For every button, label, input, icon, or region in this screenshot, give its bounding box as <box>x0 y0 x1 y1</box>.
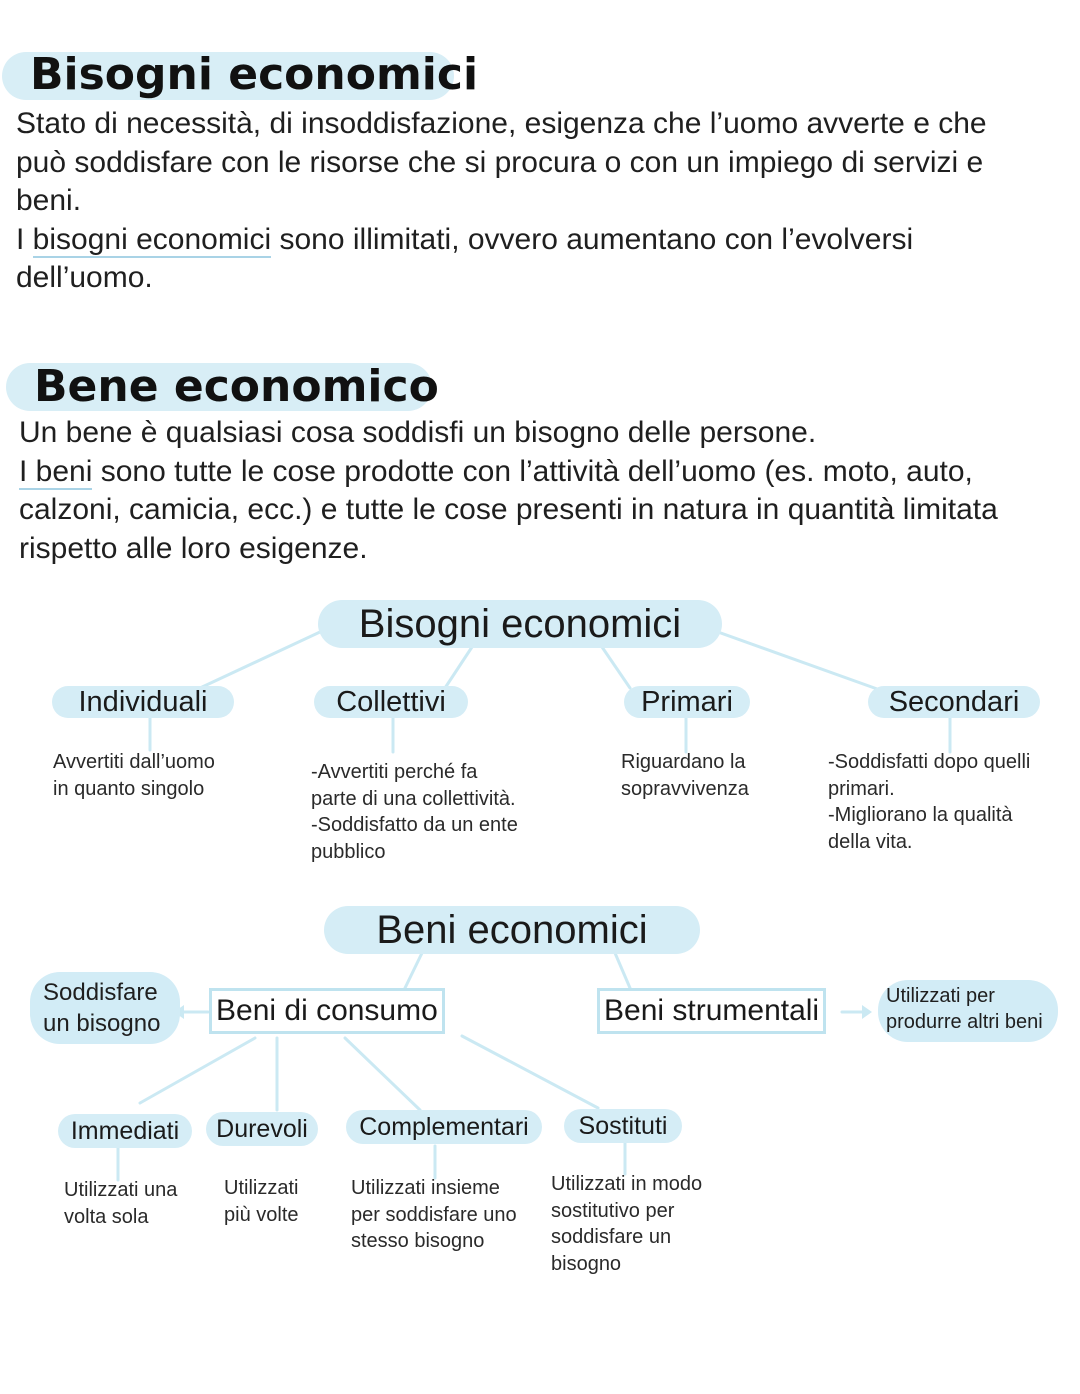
section-title-bene: Bene economico <box>34 361 439 412</box>
connector-consumo-immediati <box>140 1038 255 1103</box>
section-bene-body <box>19 414 1029 568</box>
desc-durevoli: Utilizzati più volte <box>224 1177 299 1226</box>
paragraph-bene-definition: Un bene è qualsiasi cosa soddisfi un bisogno delle persone. <box>19 416 817 449</box>
map-root-beni: Beni economici <box>324 906 700 954</box>
node-immediati: Immediati <box>58 1114 192 1148</box>
desc-complementari: Utilizzati insieme per soddisfare uno stesso bisogno <box>351 1177 517 1252</box>
note-soddisfare-bisogno: Soddisfare un bisogno <box>43 979 161 1037</box>
paragraph-illimitati: I bisogni economici sono illimitati, ovvero aumentano con l’evolversi dell’uomo. <box>16 222 914 294</box>
node-complementari: Complementari <box>346 1110 542 1144</box>
desc-primari: Riguardano la sopravvivenza <box>621 751 749 800</box>
connector-consumo-complementari <box>345 1038 420 1110</box>
note-produrre-beni: Utilizzati per produrre altri beni <box>886 985 1043 1033</box>
section-bisogni-body <box>16 105 1026 298</box>
arrow-head-strumentali-note <box>862 1005 872 1019</box>
node-individuali: Individuali <box>52 686 234 718</box>
node-primari: Primari <box>624 686 750 718</box>
node-durevoli: Durevoli <box>206 1112 318 1146</box>
paragraph-beni: I beni sono tutte le cose prodotte con l’attività dell’uomo (es. moto, auto, calzoni, camicia, ecc.) e tutte le cose presenti in natura in quantità limitata rispetto alle loro esigenze. <box>19 454 998 565</box>
connector-root-individuali <box>200 632 320 688</box>
desc-individuali: Avvertiti dall’uomo in quanto singolo <box>53 751 215 800</box>
underlined-term: I beni <box>19 454 93 488</box>
box-beni-strumentali: Beni strumentali <box>597 988 826 1034</box>
connector-root-primari <box>602 647 630 688</box>
connector-root-collettivi <box>445 647 472 688</box>
connector-beni-strumentali <box>615 953 630 988</box>
section-title-bisogni: Bisogni economici <box>30 49 479 100</box>
paragraph-definition: Stato di necessità, di insoddisfazione, esigenza che l’uomo avverte e che può soddisfare con le risorse che si procura o con un impiego di servizi e beni. <box>16 107 987 217</box>
box-beni-consumo: Beni di consumo <box>209 988 445 1034</box>
connector-consumo-sostituti <box>462 1036 598 1108</box>
connector-root-secondari <box>718 632 880 690</box>
connector-beni-consumo <box>405 953 422 988</box>
node-sostituti: Sostituti <box>564 1109 682 1143</box>
underlined-term: bisogni economici <box>32 222 272 256</box>
desc-secondari: -Soddisfatti dopo quelli primari. -Migliorano la qualità della vita. <box>828 751 1031 853</box>
node-collettivi: Collettivi <box>314 686 468 718</box>
map-root-bisogni: Bisogni economici <box>318 600 722 648</box>
desc-sostituti: Utilizzati in modo sostitutivo per soddisfare un bisogno <box>551 1173 703 1275</box>
desc-immediati: Utilizzati una volta sola <box>64 1179 178 1228</box>
node-secondari: Secondari <box>868 686 1040 718</box>
desc-collettivi: -Avvertiti perché fa parte di una collettività. -Soddisfatto da un ente pubblico <box>311 761 518 863</box>
